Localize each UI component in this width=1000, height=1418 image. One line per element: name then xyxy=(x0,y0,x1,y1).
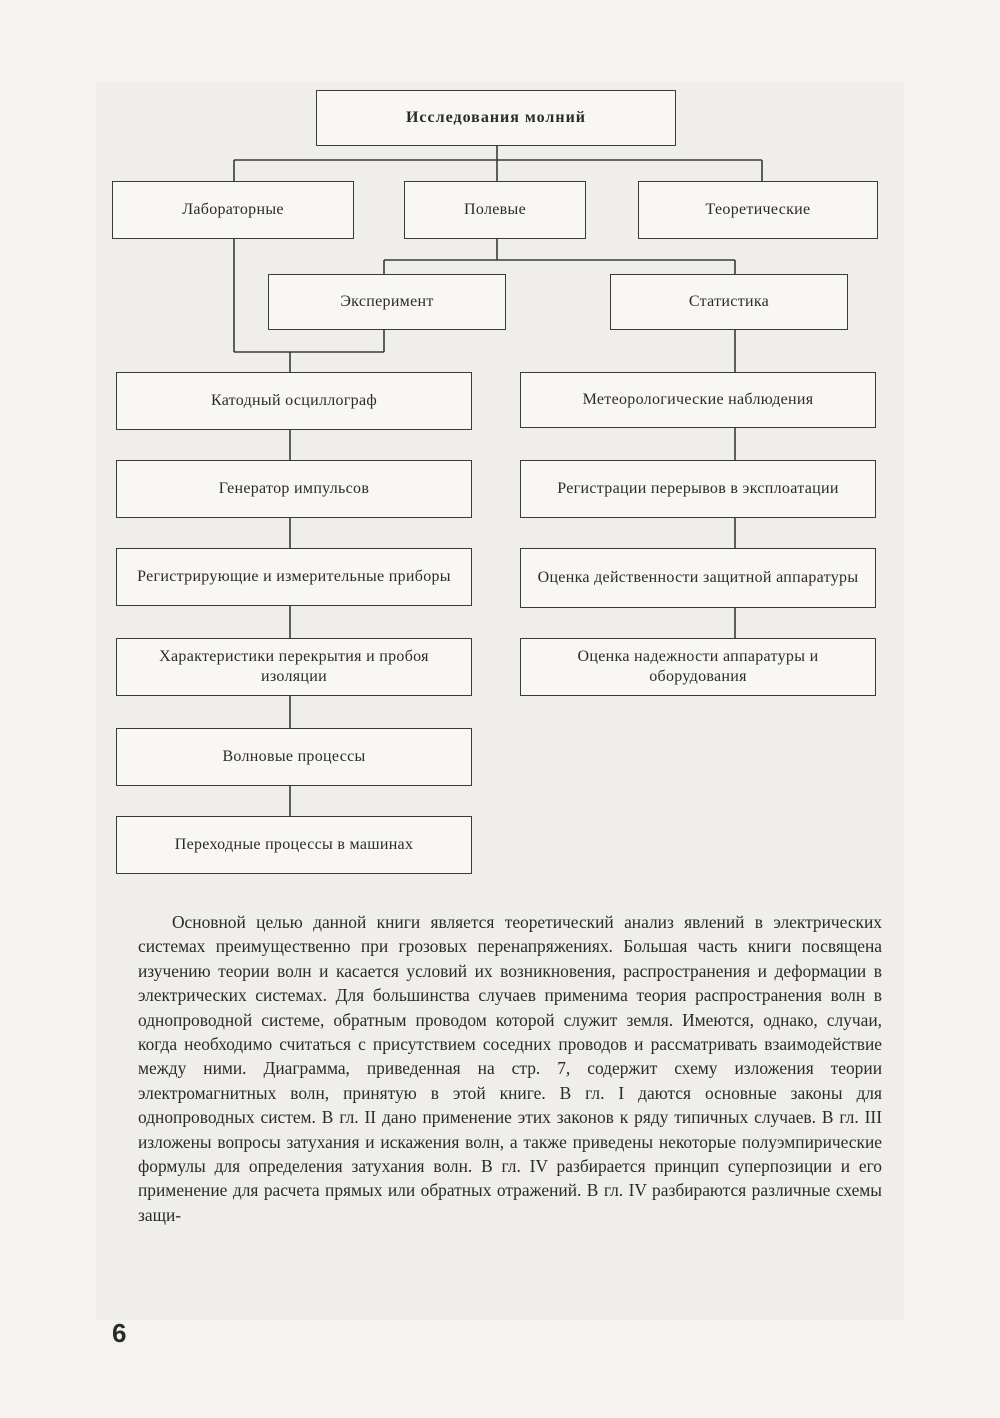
theoretical-box xyxy=(638,181,878,239)
right-chain-box xyxy=(520,638,876,696)
body-text xyxy=(138,910,882,1227)
left-chain-box xyxy=(116,460,472,518)
experiment-box xyxy=(268,274,506,330)
right-chain-box xyxy=(520,460,876,518)
statistics-label: Статистика xyxy=(688,293,770,310)
left-chain-box xyxy=(116,728,472,786)
field-label: Полевые xyxy=(464,201,526,218)
root-box xyxy=(316,90,676,146)
experiment-label: Эксперимент xyxy=(340,293,434,310)
theoretical-label: Теоретические xyxy=(705,201,811,218)
right-chain-label: Регистрации перерывов в эксплоатации xyxy=(557,480,839,497)
right-chain-box xyxy=(520,372,876,428)
laboratory-label: Лабораторные xyxy=(182,201,284,218)
left-chain-label: Катодный осциллограф xyxy=(210,392,378,409)
left-chain-box xyxy=(116,638,472,696)
laboratory-box xyxy=(112,181,354,239)
left-chain-box xyxy=(116,548,472,606)
page-number: 6 xyxy=(112,1318,127,1348)
right-chain-box xyxy=(520,548,876,608)
left-chain-label: Волновые процессы xyxy=(222,748,366,765)
left-chain-box xyxy=(116,816,472,874)
right-chain-label: Оценка надежности аппаратуры и оборудования xyxy=(577,648,819,685)
left-chain-label: Переходные процессы в машинах xyxy=(174,836,414,853)
left-chain-label: Характеристики перекрытия и пробоя изоляции xyxy=(159,648,429,685)
right-chain-label: Оценка действенности защитной аппаратуры xyxy=(537,569,859,586)
statistics-box xyxy=(610,274,848,330)
left-chain-label: Регистрирующие и измерительные приборы xyxy=(137,568,451,585)
field-box xyxy=(404,181,586,239)
right-chain-label: Метеорологические наблюдения xyxy=(582,391,814,408)
root-label: Исследования молний xyxy=(405,109,587,126)
left-chain-label: Генератор импульсов xyxy=(218,480,370,497)
left-chain-box xyxy=(116,372,472,430)
body-paragraph: Основной целью данной книги является теоретический анализ явлений в электрических системах преимущественно при грозовых перенапряжениях. Большая часть книги посвящена изучению теории волн и касается условий их возникновения, распространения и деформации в электрических системах. Для большинства случаев применима теория распространения волн в однопроводной системе, обратным проводом которой служит земля. Имеются, однако, случаи, когда необходимо считаться с присутствием соседних проводов и рассматривать взаимодействие между ними. Диаграмма, приведенная на стр. 7, содержит схему изложения теории электромагнитных волн, принятую в этой книге. В гл. I даются основные законы для однопроводных систем. В гл. II дано применение этих законов к ряду типичных случаев. В гл. III изложены вопросы затухания и искажения волн, а также приведены некоторые полуэмпирические формулы для определения затухания волн. В гл. IV разбирается принцип суперпозиции и его применение для расчета прямых или обратных отражений. В гл. IV разбираются различные схемы защи- xyxy=(138,912,882,1225)
